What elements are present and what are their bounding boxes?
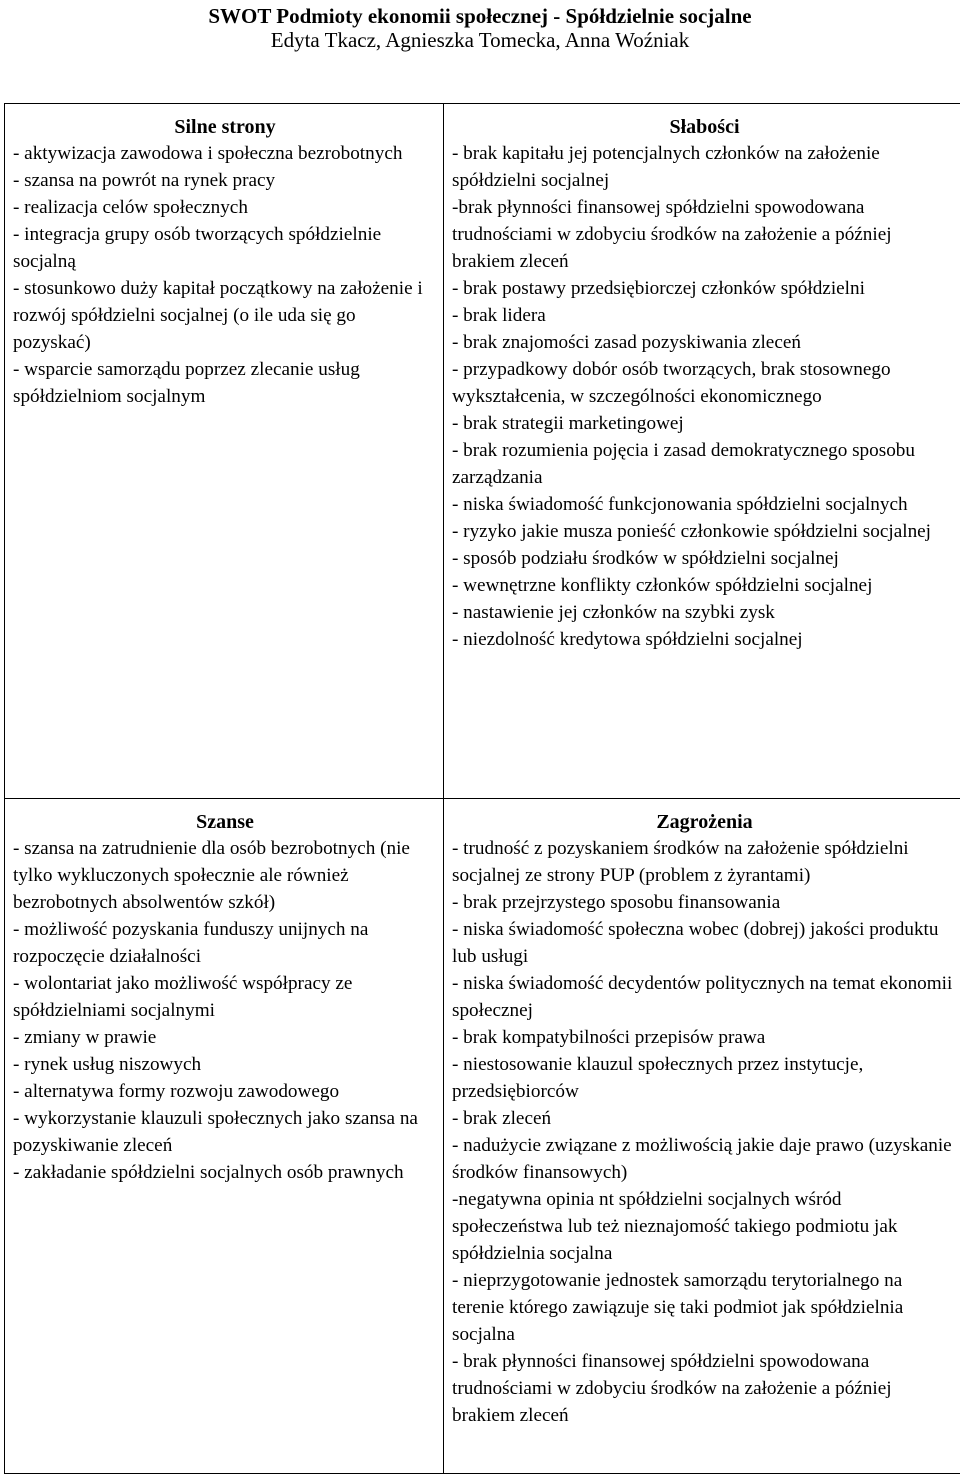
list-item: - niestosowanie klauzul społecznych przez instytucje, przedsiębiorców [452,1054,864,1102]
list-item: - alternatywa formy rozwoju zawodowego [13,1081,340,1102]
list-item: - brak przejrzystego sposobu finansowania [452,892,781,913]
list-item: - nadużycie związane z możliwością jakie daje prawo (uzyskanie środków finansowych) [452,1135,952,1183]
list-item: - realizacja celów społecznych [13,197,248,218]
list-item: - ryzyko jakie musza ponieść członkowie spółdzielni socjalnej [452,521,932,542]
list-item: - zakładanie spółdzielni socjalnych osób prawnych [13,1162,404,1183]
strengths-cell [5,104,444,799]
list-item: - brak strategii marketingowej [452,413,684,434]
list-item: - sposób podziału środków w spółdzielni socjalnej [452,548,839,569]
opportunities-heading: Szanse [196,811,254,833]
weaknesses-list [452,140,957,653]
weaknesses-cell [444,104,960,799]
list-item: -brak płynności finansowej spółdzielni spowodowana trudnościami w zdobyciu środków na założenie a później brakiem zleceń [452,197,892,272]
list-item: - niska świadomość społeczna wobec (dobrej) jakości produktu lub usługi [452,919,939,967]
list-item: - nastawienie jej członków na szybki zysk [452,602,775,623]
swot-row-external [5,799,960,1474]
document-authors: Edyta Tkacz, Agnieszka Tomecka, Anna Woźniak [270,28,690,52]
document-title: SWOT Podmioty ekonomii społecznej - Spółdzielnie socjalne [208,4,752,28]
list-item: - możliwość pozyskania funduszy unijnych na rozpoczęcie działalności [13,919,369,967]
list-item: - brak kapitału jej potencjalnych członków na założenie spółdzielni socjalnej [452,143,880,191]
list-item: - wolontariat jako możliwość współpracy ze spółdzielniami socjalnymi [13,973,353,1021]
swot-table [4,103,960,1474]
list-item: - aktywizacja zawodowa i społeczna bezrobotnych [13,143,403,164]
list-item: - rynek usług niszowych [13,1054,202,1075]
threats-list [452,835,957,1429]
list-item: - brak kompatybilności przepisów prawa [452,1027,766,1048]
list-item: - niska świadomość decydentów politycznych na temat ekonomii społecznej [452,973,953,1021]
threats-heading: Zagrożenia [656,811,753,833]
list-item: - szansa na zatrudnienie dla osób bezrobotnych (nie tylko wykluczonych społecznie ale również bezrobotnych absolwentów szkół) [13,838,410,913]
list-item: - brak lidera [452,305,546,326]
list-item: - integracja grupy osób tworzących spółdzielnie socjalną [13,224,382,272]
weaknesses-heading: Słabości [669,116,740,138]
list-item: - przypadkowy dobór osób tworzących, brak stosownego wykształcenia, w szczególności ekonomicznego [452,359,891,407]
list-item: - brak płynności finansowej spółdzielni spowodowana trudnościami w zdobyciu środków na założenie a później brakiem zleceń [452,1351,892,1426]
list-item: - wewnętrzne konflikty członków spółdzielni socjalnej [452,575,873,596]
opportunities-list [13,835,437,1186]
list-item: - wsparcie samorządu poprzez zlecanie usług spółdzielniom socjalnym [13,359,360,407]
list-item: - trudność z pozyskaniem środków na założenie spółdzielni socjalnej ze strony PUP (problem z żyrantami) [452,838,909,886]
list-item: - szansa na powrót na rynek pracy [13,170,276,191]
list-item: -negatywna opinia nt spółdzielni socjalnych wśród społeczeństwa lub też nieznajomość takiego podmiotu jak spółdzielnia socjalna [452,1189,898,1264]
list-item: - wykorzystanie klauzuli społecznych jako szansa na pozyskiwanie zleceń [13,1108,418,1156]
list-item: - zmiany w prawie [13,1027,157,1048]
opportunities-cell [5,799,444,1474]
strengths-list [13,140,437,410]
list-item: - niska świadomość funkcjonowania spółdzielni socjalnych [452,494,908,515]
list-item: - nieprzygotowanie jednostek samorządu terytorialnego na terenie którego zawiązuje się taki podmiot jak spółdzielnia socjalna [452,1270,904,1345]
list-item: - brak rozumienia pojęcia i zasad demokratycznego sposobu zarządzania [452,440,915,488]
strengths-heading: Silne strony [174,116,276,138]
swot-row-internal [5,104,960,799]
list-item: - brak zleceń [452,1108,552,1129]
list-item: - stosunkowo duży kapitał początkowy na założenie i rozwój spółdzielni socjalnej (o ile uda się go pozyskać) [13,278,423,353]
list-item: - brak znajomości zasad pozyskiwania zleceń [452,332,801,353]
list-item: - brak postawy przedsiębiorczej członków spółdzielni [452,278,865,299]
list-item: - niezdolność kredytowa spółdzielni socjalnej [452,629,803,650]
threats-cell [444,799,960,1474]
